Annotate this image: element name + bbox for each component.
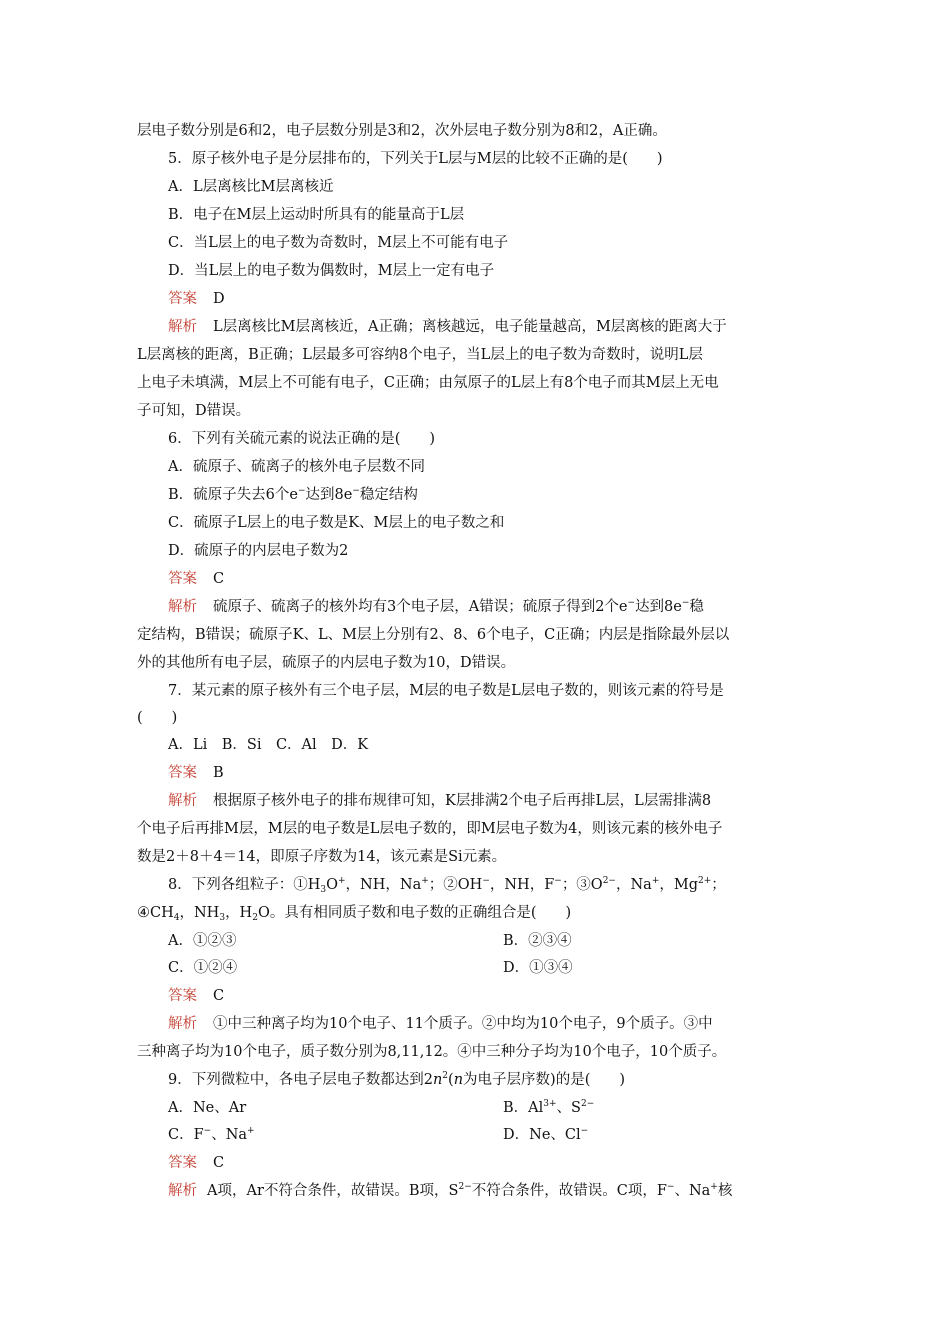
- q6-option-c: C．硫原子L层上的电子数是K、M层上的电子数之和: [168, 515, 505, 531]
- answer-label: 答案: [168, 291, 197, 307]
- q9-answer: [168, 1153, 224, 1173]
- q5-analysis-line: 子可知，D错误。: [137, 403, 251, 419]
- analysis-label: 解析: [168, 319, 197, 335]
- analysis-label: 解析: [168, 599, 197, 615]
- q5-option-c: C．当L层上的电子数为奇数时，M层上不可能有电子: [168, 235, 509, 251]
- superscript: −: [627, 598, 636, 608]
- answer-value: C: [213, 1155, 225, 1171]
- text-run: 硫原子、硫离子的核外均有3个电子层，A错误；硫原子得到2个e: [213, 599, 628, 615]
- q7-answer: [168, 763, 224, 783]
- analysis-label: 解析: [168, 1183, 197, 1199]
- q9-analysis-line: 解析 A项，Ar不符合条件，故错误。B项，$S^{2-}$不符合条件，故错误。C项，F−、Na+核: [168, 1182, 733, 1199]
- q6-stem: 6．下列有关硫元素的说法正确的是( ): [168, 431, 436, 447]
- q9-option-a: A．Ne、Ar: [168, 1100, 247, 1116]
- superscript: −: [297, 486, 306, 496]
- q7-stem: 7．某元素的原子核外有三个电子层，M层的电子数是L层电子数的，则该元素的符号是: [168, 683, 724, 699]
- q8-analysis-line: 三种离子均为10个电子，质子数分别为8,11,12。④中三种分子均为10个电子，10个质子。: [137, 1044, 727, 1060]
- q9-option-d: D．Ne、Cl−: [503, 1126, 589, 1143]
- answer-label: 答案: [168, 1155, 197, 1171]
- text-run: 达到8e: [305, 487, 353, 503]
- answer-value: C: [213, 571, 225, 587]
- q6-option-b: [168, 485, 418, 505]
- superscript: −: [681, 598, 690, 608]
- q7-stem-cont: ( ): [137, 710, 178, 726]
- q5-option-b: B．电子在M层上运动时所具有的能量高于L层: [168, 207, 465, 223]
- answer-label: 答案: [168, 571, 197, 587]
- q6-analysis-line: [168, 597, 704, 617]
- text-run: 达到8e: [635, 599, 682, 615]
- q8-analysis-line: [168, 1014, 713, 1034]
- text-run: B．硫原子失去6个e: [168, 487, 298, 503]
- analysis-text: 根据原子核外电子的排布规律可知，K层排满2个电子后再排L层，L层需排满8: [213, 793, 712, 809]
- q5-stem: 5．原子核外电子是分层排布的，下列关于L层与M层的比较不正确的是( ): [168, 151, 663, 167]
- q8-answer: [168, 986, 224, 1006]
- q6-analysis-line: 外的其他所有电子层，硫原子的内层电子数为10，D错误。: [137, 655, 516, 671]
- analysis-text: L层离核比M层离核近，A正确；离核越远，电子能量越高，M层离核的距离大于: [213, 319, 727, 335]
- q8-stem: 8．下列各组粒子：$①H_3O^+$，NH，Na+；②OH−，NH，F−；$③O^{2-}$，Na+，$Mg^{2+}$；: [168, 876, 726, 895]
- q8-stem-cont: $④CH_4$，$NH_3$，$H_2O$。具有相同质子数和电子数的正确组合是( ): [137, 905, 572, 923]
- superscript: −: [352, 486, 360, 496]
- q6-analysis-line: 定结构，B错误；硫原子K、L、M层上分别有2、8、6个电子，C正确；内层是指除最外层以: [137, 627, 730, 643]
- q5-answer: [168, 289, 225, 309]
- answer-label: 答案: [168, 988, 197, 1004]
- q7-analysis-line: [168, 791, 711, 811]
- answer-value: D: [213, 291, 225, 307]
- q5-analysis-line: 上电子未填满，M层上不可能有电子，C正确；由氖原子的L层上有8个电子而其M层上无电: [137, 375, 719, 391]
- q9-option-c: C．F−、Na+: [168, 1126, 255, 1143]
- q7-analysis-line: 数是2＋8＋4＝14，即原子序数为14，该元素是Si元素。: [137, 849, 507, 865]
- q6-option-d: D．硫原子的内层电子数为2: [168, 543, 349, 559]
- q5-option-d: D．当L层上的电子数为偶数时，M层上一定有电子: [168, 263, 495, 279]
- q5-option-a: A．L层离核比M层离核近: [168, 179, 334, 195]
- q8-option-b: B．②③④: [503, 933, 572, 949]
- answer-label: 答案: [168, 765, 197, 781]
- answer-value: B: [213, 765, 224, 781]
- q6-answer: [168, 569, 224, 589]
- q8-option-c: C．①②④: [168, 960, 238, 976]
- q9-stem: 9．下列微粒中，各电子层电子数都达到$2n^2(n$为电子层序数)的是( ): [168, 1071, 626, 1088]
- q7-analysis-line: 个电子后再排M层，M层的电子数是L层电子数的，即M层电子数为4，则该元素的核外电子: [137, 821, 723, 837]
- q8-option-a: A．①②③: [168, 933, 237, 949]
- q5-analysis-line: [168, 317, 727, 337]
- q5-analysis-line: L层离核的距离，B正确；L层最多可容纳8个电子，当L层上的电子数为奇数时，说明L层: [137, 347, 703, 363]
- q9-option-b: B．$Al^{3+}$、$S^{2-}$: [503, 1099, 595, 1116]
- answer-value: C: [213, 988, 225, 1004]
- analysis-label: 解析: [168, 1016, 197, 1032]
- q6-option-a: A．硫原子、硫离子的核外电子层数不同: [168, 459, 425, 475]
- q4-analysis-tail: 层电子数分别是6和2，电子层数分别是3和2，次外层电子数分别为8和2，A正确。: [137, 123, 667, 139]
- q7-options: A．Li B．Si C．Al D．K: [168, 737, 369, 753]
- analysis-text: ①中三种离子均为10个电子、11个质子。②中均为10个电子，9个质子。③中: [213, 1016, 713, 1032]
- text-run: 稳定结构: [359, 487, 418, 503]
- analysis-label: 解析: [168, 793, 197, 809]
- q8-option-d: D．①③④: [503, 960, 573, 976]
- text-run: 稳: [689, 599, 704, 615]
